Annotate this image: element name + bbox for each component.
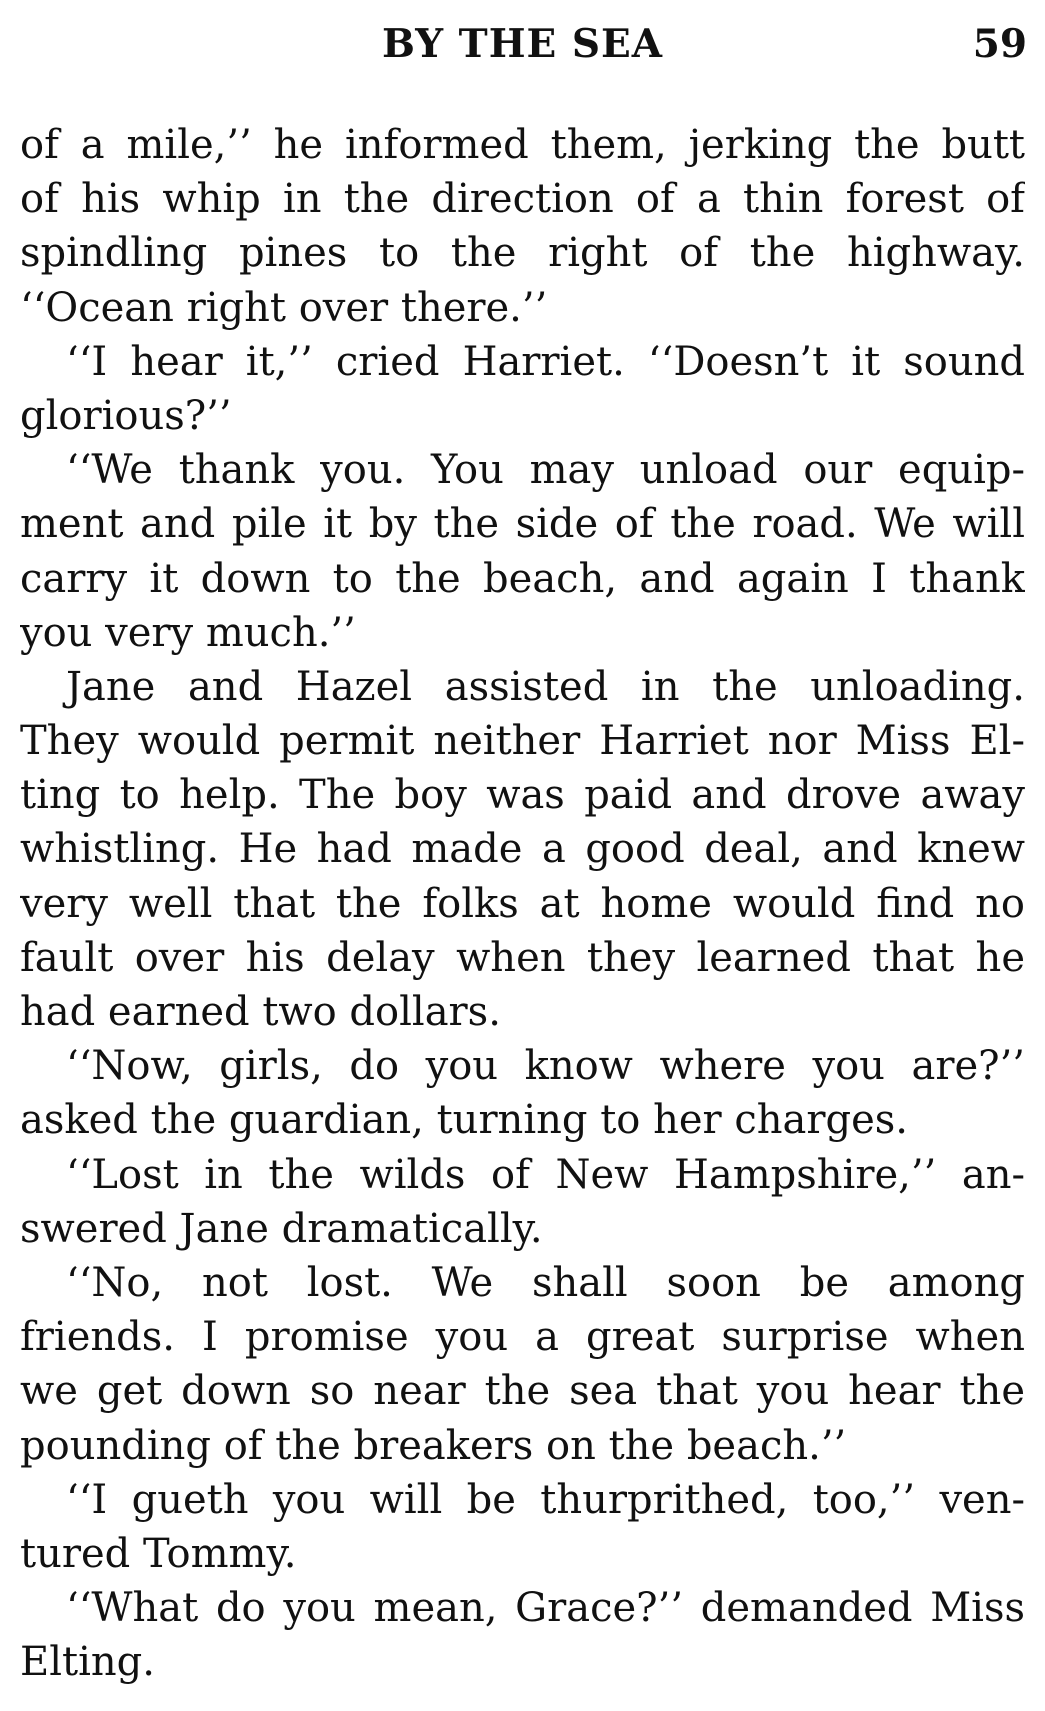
text-line: carry it down to the beach, and again I thank	[20, 555, 1025, 602]
text-line: Jane and Hazel assisted in the unloading.	[66, 663, 1025, 710]
body-text	[20, 118, 1025, 1689]
text-line: asked the guardian, turning to her charges.	[20, 1097, 908, 1144]
text-line: ‘‘What do you mean, Grace?’’ demanded Miss	[66, 1585, 1025, 1632]
text-line: you very much.’’	[20, 609, 356, 656]
running-head: BY THE SEA	[381, 21, 664, 67]
text-line: whistling. He had made a good deal, and knew	[20, 826, 1025, 873]
text-line: we get down so near the sea that you hear the	[20, 1368, 1025, 1415]
text-line: They would permit neither Harriet nor Miss El-	[20, 718, 1025, 765]
text-line: friends. I promise you a great surprise when	[20, 1314, 1025, 1361]
text-line: ‘‘Lost in the wilds of New Hampshire,’’ an-	[66, 1151, 1025, 1198]
text-line: ‘‘We thank you. You may unload our equip-	[66, 447, 1025, 494]
text-line: pounding of the breakers on the beach.’’	[20, 1422, 847, 1469]
text-line: glorious?’’	[20, 392, 232, 439]
text-line: had earned two dollars.	[20, 989, 501, 1035]
text-line: ‘‘Now, girls, do you know where you are?’’	[66, 1043, 1025, 1090]
text-line: ‘‘I hear it,’’ cried Harriet. ‘‘Doesn’t it sound	[66, 338, 1025, 385]
text-line: fault over his delay when they learned that he	[20, 934, 1025, 981]
text-line: of a mile,’’ he informed them, jerking the butt	[20, 122, 1025, 168]
page-header	[0, 14, 1045, 74]
text-line: swered Jane dramatically.	[20, 1205, 543, 1252]
text-line: very well that the folks at home would find no	[20, 880, 1025, 927]
text-line: ‘‘Ocean right over there.’’	[20, 284, 548, 331]
page-number: 59	[972, 21, 1027, 67]
text-line: tured Tommy.	[20, 1530, 297, 1577]
text-line: ment and pile it by the side of the road. We will	[20, 501, 1025, 548]
text-line: Elting.	[20, 1639, 155, 1686]
text-line: ‘‘I gueth you will be thurprithed, too,’’ ven-	[66, 1476, 1025, 1523]
text-line: ‘‘No, not lost. We shall soon be among	[66, 1259, 1025, 1306]
text-line: spindling pines to the right of the highway.	[20, 230, 1025, 277]
text-line: of his whip in the direction of a thin forest of	[20, 176, 1025, 223]
text-line: ting to help. The boy was paid and drove away	[20, 772, 1025, 819]
